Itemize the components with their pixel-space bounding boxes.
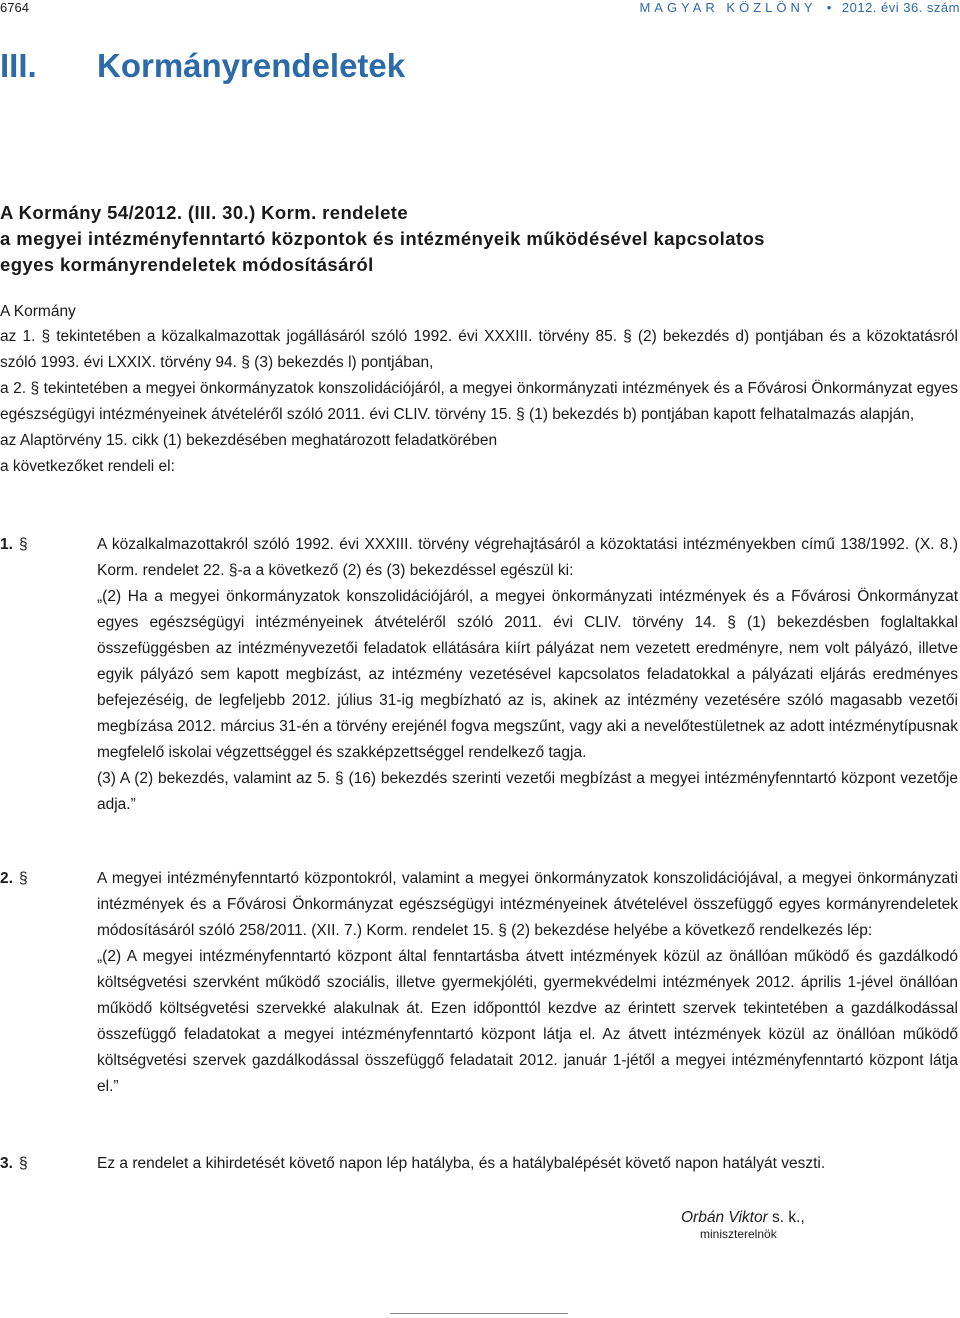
article-paragraph: „(2) A megyei intézményfenntartó központ által fenntartásba átvett intézmények közül az önállóan működő és gazdálkodó költségvetési szervként működő szociális, illetve gyermekjóléti, gyermekvédelmi intézmények 2012. április 1-jével önállóan működő költségvetési szervekké alakulnak át. Ezen időponttól kezdve az érintett szervek tekintetében a gazdálkodással összefüggő feladatokat a megyei intézményfenntartó központ látja el. Az átvett intézmények közül az önállóan működő költségvetési szervek gazdálkodással összefüggő feladatait 2012. január 1-jétől a megyei intézményfenntartó központ látja el.” — [97, 948, 958, 1095]
gazette-name: MAGYAR KÖZLÖNY — [639, 0, 817, 15]
decree-title-line: a megyei intézményfenntartó központok és intézményeik működésével kapcsolatos — [0, 228, 765, 249]
preamble-paragraph: a következőket rendeli el: — [0, 458, 175, 475]
article-content — [97, 866, 958, 1100]
article-number-label: 2. — [0, 870, 13, 887]
issuer: A Kormány — [0, 303, 76, 320]
issue-label: 2012. évi 36. szám — [841, 0, 960, 15]
article-number — [0, 1151, 28, 1177]
running-title — [639, 0, 960, 16]
article-3 — [0, 1151, 958, 1177]
article-number — [0, 532, 28, 558]
section-symbol-icon: § — [18, 536, 28, 553]
section-title: Kormányrendeletek — [97, 47, 406, 84]
preamble-paragraph: az 1. § tekintetében a közalkalmazottak jogállásáról szóló 1992. évi XXXIII. törvény 85. § (2) bekezdés d) pontjában és a közoktatásról szóló 1993. évi LXXIX. törvény 94. § (3) bekezdés l) pontjában, — [0, 328, 958, 371]
decree-title — [0, 200, 940, 278]
article-number-label: 1. — [0, 536, 13, 553]
article-content — [97, 1151, 958, 1177]
section-symbol-icon: § — [18, 870, 28, 887]
article-1 — [0, 532, 958, 818]
decree-title-line: egyes kormányrendeletek módosításáról — [0, 254, 374, 275]
signatory-role: miniszterelnök — [700, 1227, 777, 1241]
article-paragraph: (3) A (2) bekezdés, valamint az 5. § (16) bekezdés szerinti vezetői megbízást a megyei intézményfenntartó központ vezetője adja.” — [97, 770, 958, 813]
article-number-label: 3. — [0, 1155, 13, 1172]
section-symbol-icon: § — [18, 1155, 28, 1172]
article-2 — [0, 866, 958, 1100]
preamble-paragraph: a 2. § tekintetében a megyei önkormányzatok konszolidációjáról, a megyei önkormányzati intézmények és a Fővárosi Önkormányzat egyes egészségügyi intézményeinek átvételéről szóló 2011. évi CLIV. törvény 15. § (1) bekezdés b) pontjában kapott felhatalmazás alapján, — [0, 380, 958, 423]
article-paragraph: A megyei intézményfenntartó központokról, valamint a megyei önkormányzatok konszolidációjával, a megyei önkormányzati intézmények és a Fővárosi Önkormányzat egészségügyi intézményeinek átvételével összefüggő egyes kormányrendeletek módosításáról szóló 258/2011. (XII. 7.) Korm. rendelet 15. § (2) bekezdése helyébe a következő rendelkezés lép: — [97, 870, 958, 939]
page-number: 6764 — [0, 0, 29, 15]
signatory-name: Orbán Viktor — [681, 1209, 768, 1226]
article-content — [97, 532, 958, 818]
decree-title-line: A Kormány 54/2012. (III. 30.) Korm. rendelete — [0, 202, 409, 223]
footer-divider — [390, 1313, 568, 1314]
article-number — [0, 866, 28, 892]
separator-dot-icon: • — [826, 0, 832, 15]
article-paragraph: Ez a rendelet a kihirdetését követő napon lép hatályba, és a hatálybalépését követő napon hatályát veszti. — [97, 1155, 826, 1172]
preamble-paragraph: az Alaptörvény 15. cikk (1) bekezdésében meghatározott feladatkörében — [0, 432, 498, 449]
article-paragraph: „(2) Ha a megyei önkormányzatok konszolidációjáról, a megyei önkormányzati intézmények és a Fővárosi Önkormányzat egyes egészségügyi intézményeinek átvételéről szóló 2011. évi CLIV. törvény 14. § (1) bekezdésben foglaltakkal összefüggésben az intézményvezetői feladatok ellátására kiírt pályázat nem vezetett eredményre, nem volt pályázó, illetve egyik pályázó sem kapott megbízást, az intézmény vezetésével kapcsolatos feladatokkal a pályázati eljárás eredményes befejezéséig, de legfeljebb 2012. július 31-ig megbízható az is, akinek az intézmény vezetésére szóló magasabb vezetői megbízása 2012. március 31-én a törvény erejénél fogva megszűnt, vagy aki a nevelőtestületnek az adott intézménytípusnak megfelelő iskolai végzettséggel és szakképzettséggel rendelkező tagja. — [97, 588, 958, 761]
running-header — [0, 0, 960, 16]
article-paragraph: A közalkalmazottakról szóló 1992. évi XXXIII. törvény végrehajtásáról a közoktatási intézményekben című 138/1992. (X. 8.) Korm. rendelet 22. §-a a következő (2) és (3) bekezdéssel egészül ki: — [97, 536, 958, 579]
signature-suffix: s. k., — [767, 1209, 805, 1226]
preamble — [0, 324, 958, 480]
section-number: III. — [0, 47, 37, 84]
